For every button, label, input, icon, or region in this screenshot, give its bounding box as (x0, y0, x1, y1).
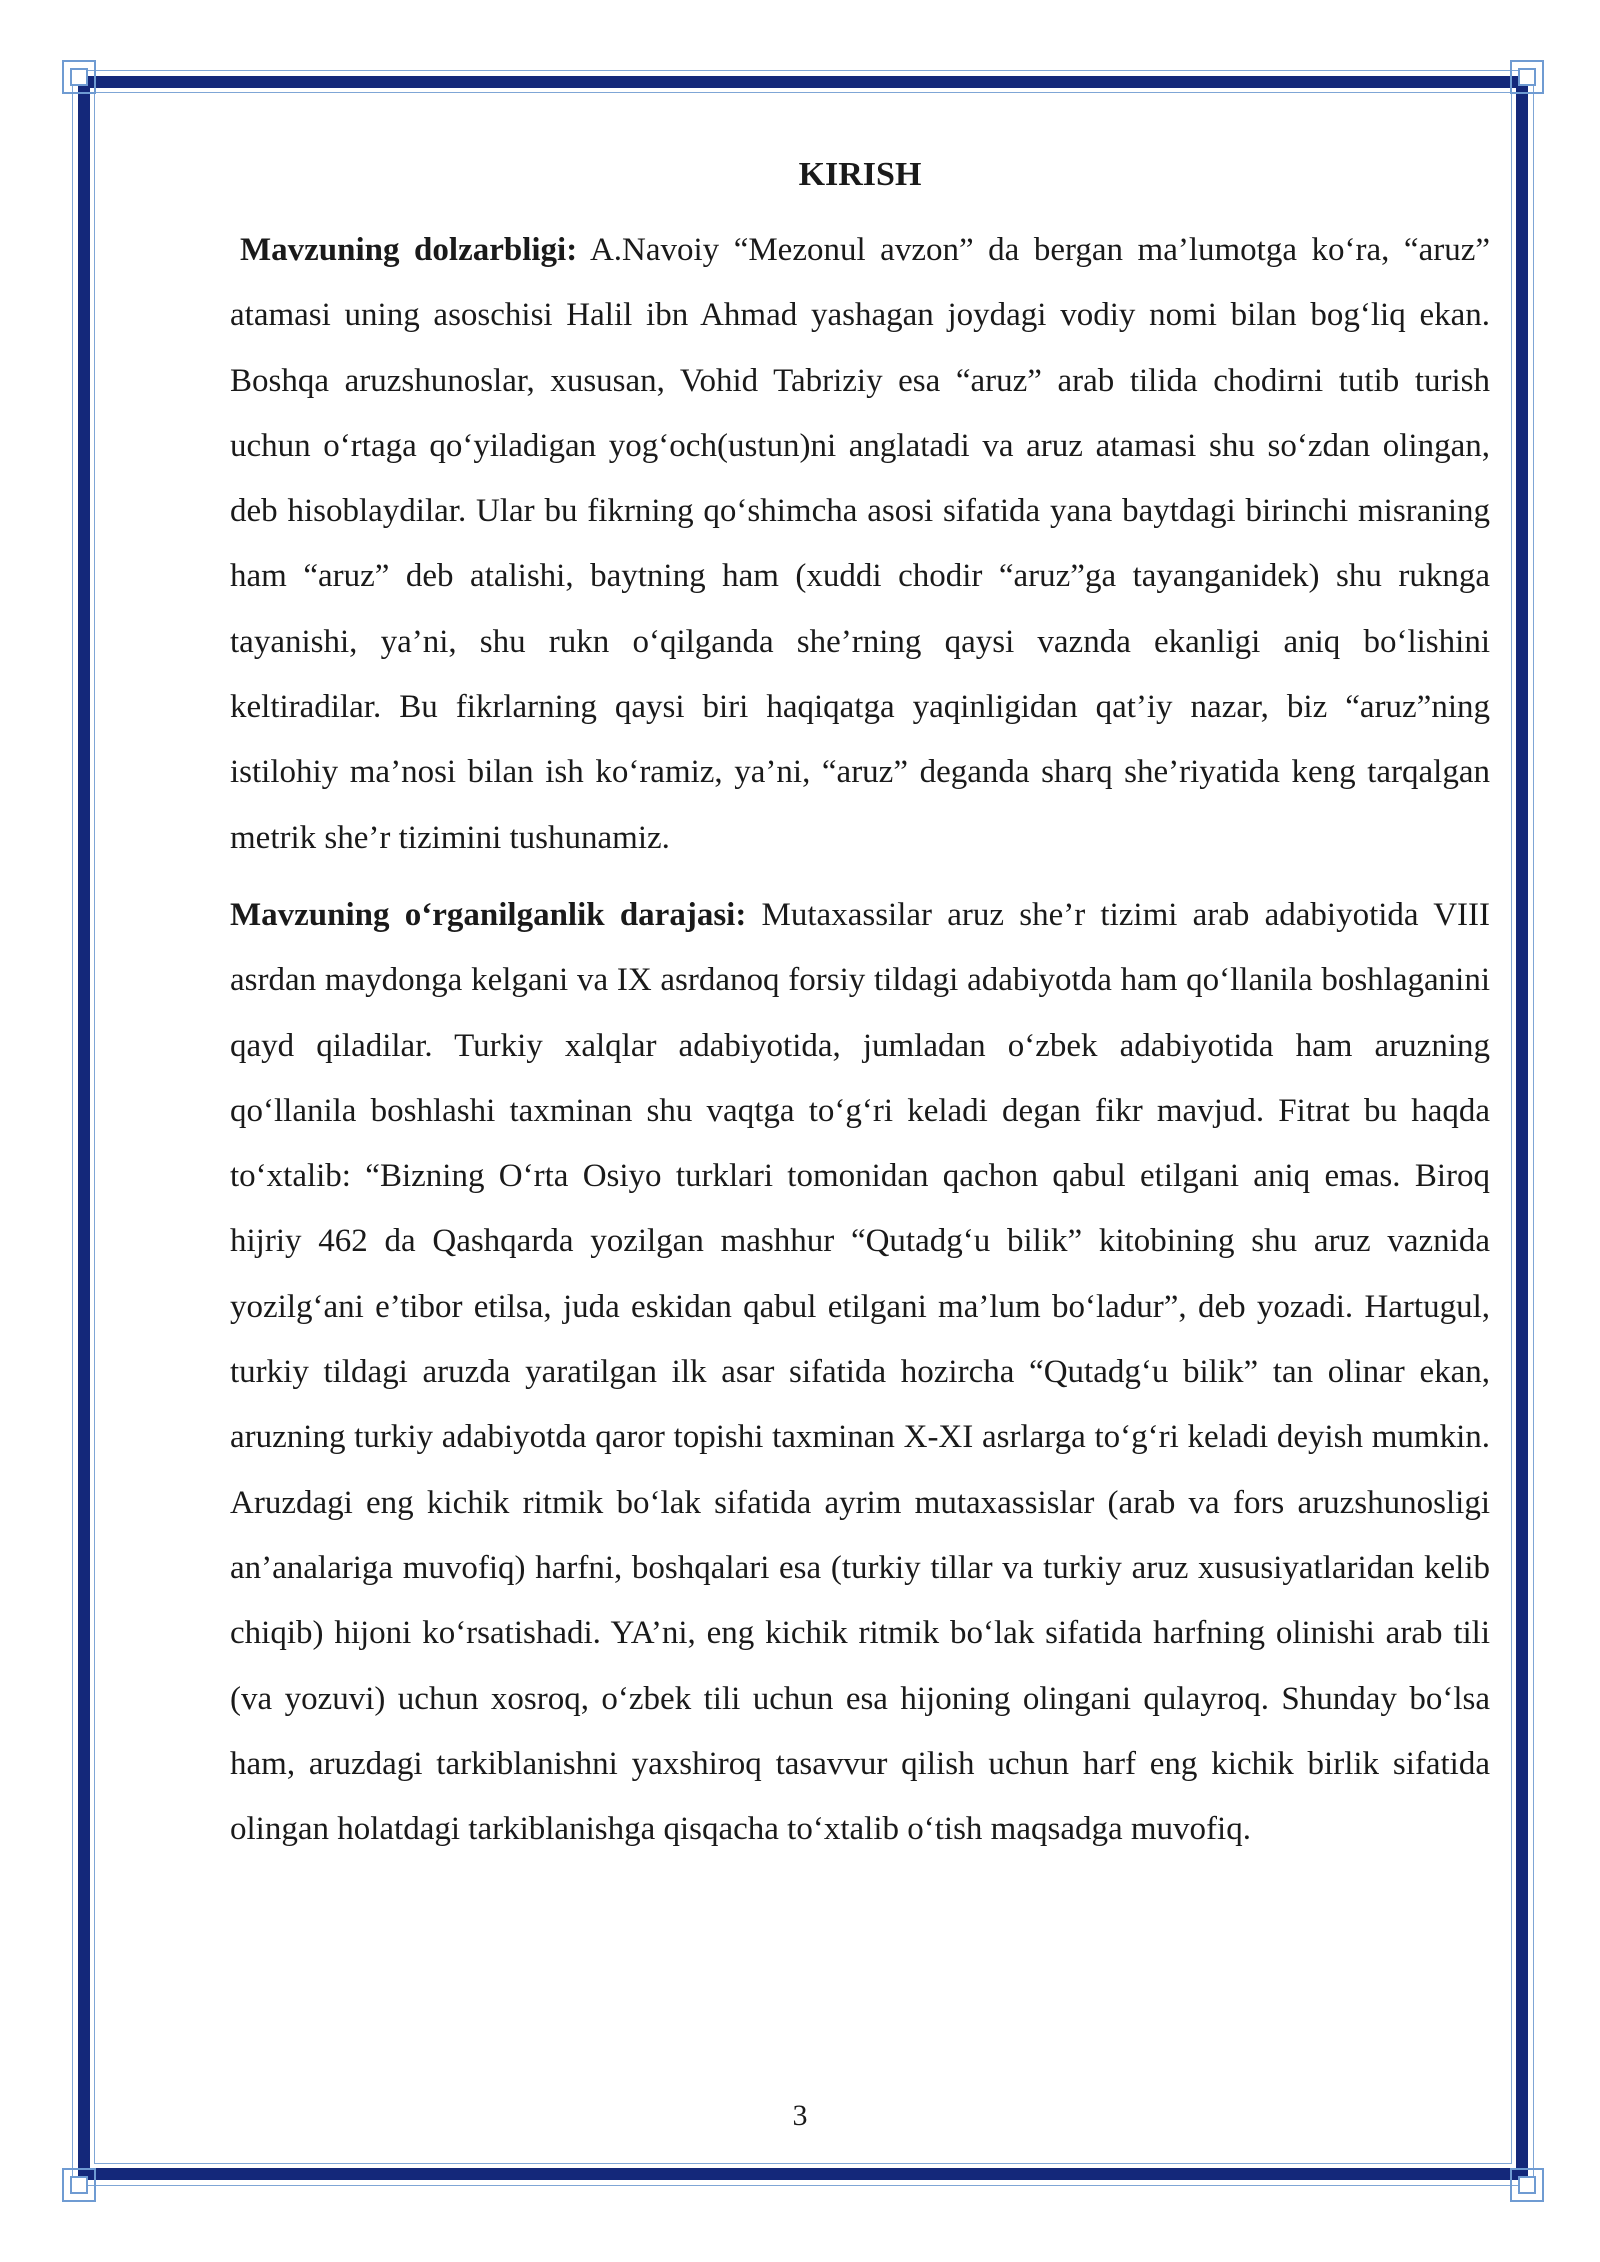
page-number: 3 (792, 2099, 808, 2132)
paragraph-lead: Mavzuning o‘rganilganlik darajasi: (230, 896, 747, 933)
paragraph-relevance (230, 218, 1490, 871)
frame-corner-ornament (62, 2168, 96, 2202)
section-heading: KIRISH (798, 156, 922, 193)
frame-corner-ornament (62, 60, 96, 94)
paragraph-text: A.Navoiy “Mezonul avzon” da bergan ma’lumotga ko‘ra, “aruz” atamasi uning asoschisi Halil ibn Ahmad yashagan joydagi vodiy nomi bilan bog‘liq ekan. Boshqa aruzshunoslar, xususan, Vohid Tabriziy esa “aruz” arab tilida chodirni tutib turish uchun o‘rtaga qo‘yiladigan yog‘och(ustun)ni anglatadi va aruz atamasi shu so‘zdan olingan, deb hisoblaydilar. Ular bu fikrning qo‘shimcha asosi sifatida yana baytdagi birinchi misraning ham “aruz” deb atalishi, baytning ham (xuddi chodir “aruz”ga tayanganidek) shu ruknga tayanishi, ya’ni, shu rukn o‘qilganda she’rning qaysi vaznda ekanligi aniq bo‘lishini keltiradilar. Bu fikrlarning qaysi biri haqiqatga yaqinligidan qat’iy nazar, biz “aruz”ning istilohiy ma’nosi bilan ish ko‘ramiz, ya’ni, “aruz” deganda sharq she’riyatida keng tarqalgan metrik she’r tizimini tushunamiz. (230, 232, 1490, 856)
paragraph-research-degree (230, 883, 1490, 1862)
frame-corner-ornament (1510, 2168, 1544, 2202)
frame-corner-ornament (1510, 60, 1544, 94)
paragraph-text: Mutaxassilar aruz she’r tizimi arab adabiyotida VIII asrdan maydonga kelgani va IX asrdanoq forsiy tildagi adabiyotda ham qo‘llanila boshlaganini qayd qiladilar. Turkiy xalqlar adabiyotida, jumladan o‘zbek adabiyotida ham aruzning qo‘llanila boshlashi taxminan shu vaqtga to‘g‘ri keladi degan fikr mavjud. Fitrat bu haqda to‘xtalib: “Bizning O‘rta Osiyo turklari tomonidan qachon qabul etilgani aniq emas. Biroq hijriy 462 da Qashqarda yozilgan mashhur “Qutadg‘u bilik” kitobining shu aruz vaznida yozilg‘ani e’tibor etilsa, juda eskidan qabul etilgani ma’lum bo‘ladur”, deb yozadi. Hartugul, turkiy tildagi aruzda yaratilgan ilk asar sifatida hozircha “Qutadg‘u bilik” tan olinar ekan, aruzning turkiy adabiyotda qaror topishi taxminan X-XI asrlarga to‘g‘ri keladi deyish mumkin. Aruzdagi eng kichik ritmik bo‘lak sifatida ayrim mutaxassislar (arab va fors aruzshunosligi an’analariga muvofiq) harfni, boshqalari esa (turkiy tillar va turkiy aruz xususiyatlaridan kelib chiqib) hijoni ko‘rsatishadi. YA’ni, eng kichik ritmik bo‘lak sifatida harfning olinishi arab tili (va yozuvi) uchun xosroq, o‘zbek tili uchun esa hijoning olingani qulayroq. Shunday bo‘lsa ham, aruzdagi tarkiblanishni yaxshiroq tasavvur qilish uchun harf eng kichik birlik sifatida olingan holatdagi tarkiblanishga qisqacha to‘xtalib o‘tish maqsadga muvofiq. (230, 896, 1490, 1848)
paragraph-lead: Mavzuning dolzarbligi: (240, 232, 578, 268)
document-body (230, 150, 1490, 1862)
